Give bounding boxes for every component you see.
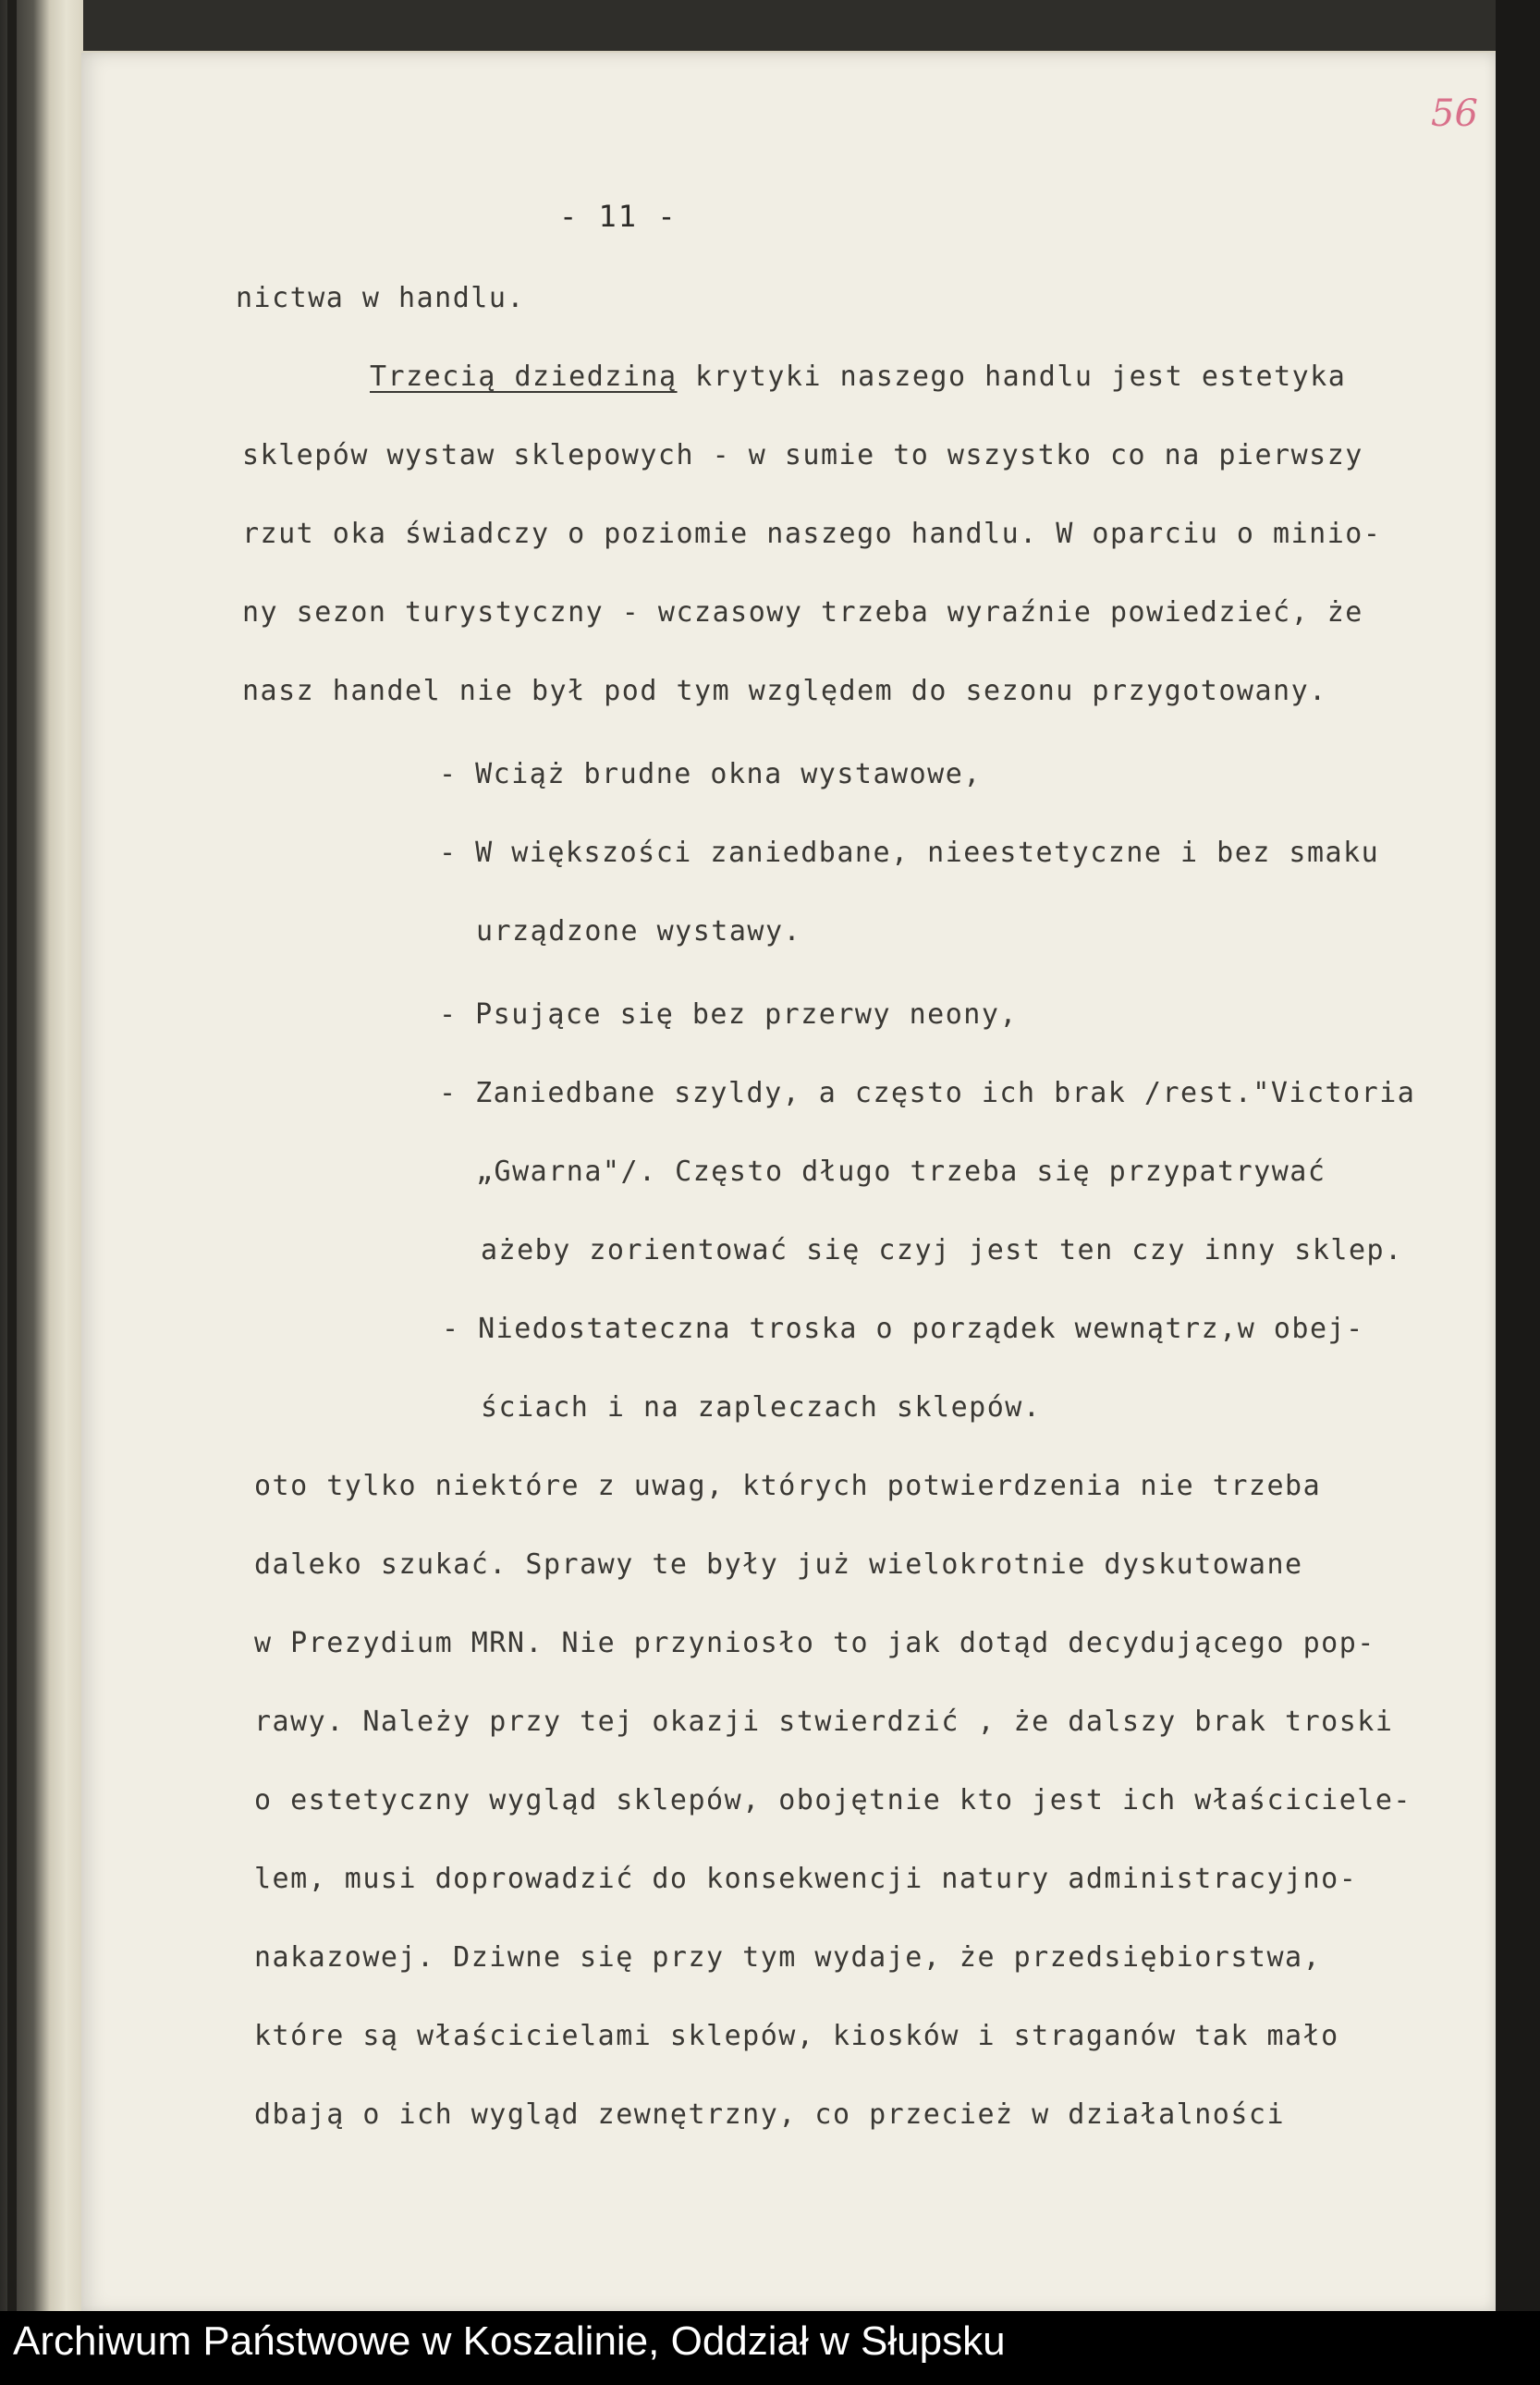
archive-credit: Archiwum Państwowe w Koszalinie, Oddział w Słupsku [13,2318,1006,2364]
text-line: ażeby zorientować się czyj jest ten czy inny sklep. [481,1234,1403,1266]
text-line: dbają o ich wygląd zewnętrzny, co przecież w działalności [254,2098,1286,2131]
text-line: - Wciąż brudne okna wystawowe, [439,758,982,790]
text-line: nictwa w handlu. [236,282,525,314]
text-line: - W większości zaniedbane, nieestetyczne i bez smaku [439,837,1380,869]
text-line: lem, musi doprowadzić do konsekwencji natury administracyjno- [254,1863,1358,1895]
text-line: rzut oka świadczy o poziomie naszego handlu. W oparciu o minio- [242,518,1382,550]
text-line: nasz handel nie był pod tym względem do sezonu przygotowany. [242,675,1327,707]
binding-strip [7,0,17,2311]
text-line: ściach i na zapleczach sklepów. [481,1391,1042,1424]
text-line: sklepów wystaw sklepowych - w sumie to wszystko co na pierwszy [242,439,1363,471]
page-top-edge [81,0,1509,54]
page-right-edge [1496,0,1540,2311]
text-line: „Gwarna"/. Często długo trzeba się przypatrywać [476,1156,1326,1188]
text-line: oto tylko niektóre z uwag, których potwierdzenia nie trzeba [254,1470,1322,1502]
underlined-phrase: Trzecią dziedziną [370,361,678,393]
text-line: urządzone wystawy. [476,915,802,948]
folio-number: 56 [1431,92,1478,135]
text-line: o estetyczny wygląd sklepów, obojętnie kto jest ich właściciele- [254,1784,1412,1816]
text-line: - Zaniedbane szyldy, a często ich brak /rest."Victoria [439,1077,1416,1109]
text-line: daleko szukać. Sprawy te były już wielokrotnie dyskutowane [254,1548,1303,1581]
text-line: - Psujące się bez przerwy neony, [439,998,1018,1031]
text-line: rawy. Należy przy tej okazji stwierdzić , że dalszy brak troski [254,1706,1394,1738]
text-line: ny sezon turystyczny - wczasowy trzeba wyraźnie powiedzieć, że [242,596,1363,629]
text-line: w Prezydium MRN. Nie przyniosło to jak dotąd decydującego pop- [254,1627,1375,1659]
text-line: Trzecią dziedziną krytyki naszego handlu jest estetyka [370,361,1347,393]
page-number: - 11 - [559,199,678,234]
text-line: które są właścicielami sklepów, kiosków i straganów tak mało [254,2020,1339,2052]
text-line: - Niedostateczna troska o porządek wewnątrz,w obej- [442,1313,1364,1345]
text-line: nakazowej. Dziwne się przy tym wydaje, że przedsiębiorstwa, [254,1941,1322,1974]
